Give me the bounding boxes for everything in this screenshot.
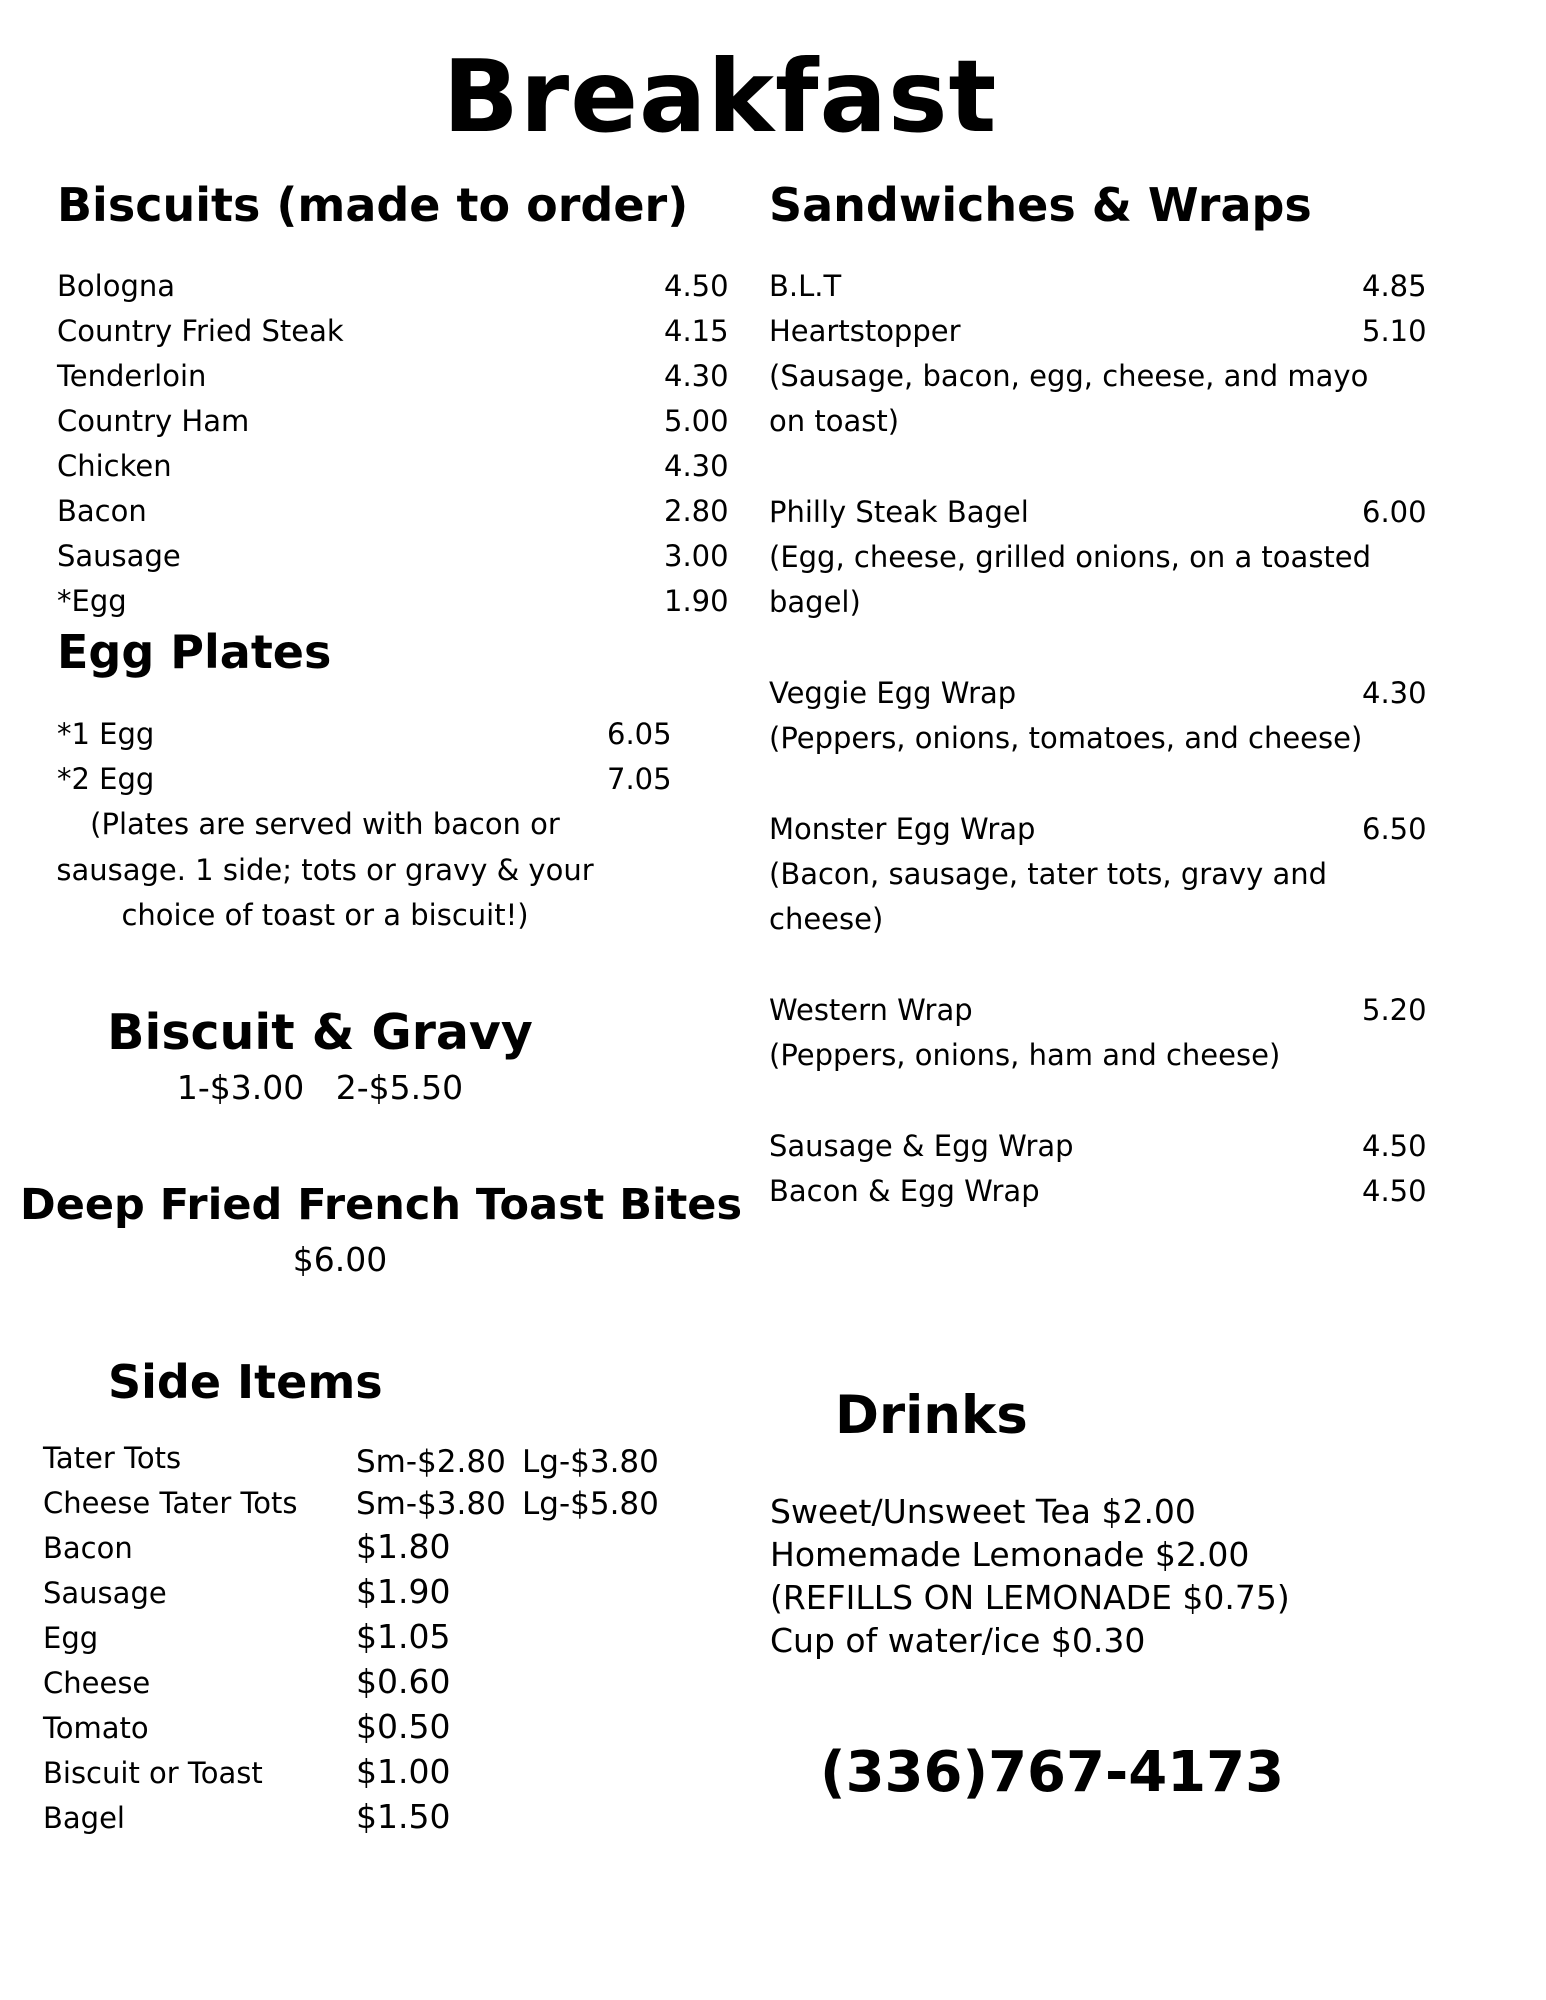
list-item-price: 7.05 [607,762,672,796]
list-item-price: 4.30 [664,449,729,483]
drink-line: Cup of water/ice $0.30 [770,1621,1146,1660]
list-item-name: Egg [43,1621,99,1655]
list-item-name: *2 Egg [57,762,155,796]
list-item-price: 2.80 [664,494,729,528]
list-item-name: Country Ham [57,404,250,438]
list-item-name: Bacon [43,1531,133,1565]
list-item-price: 6.50 [1362,812,1427,846]
list-item-name: Bagel [43,1801,125,1835]
item-description: (Peppers, onions, ham and cheese) [769,1038,1281,1072]
list-item-price: $1.90 [356,1572,451,1611]
side-items-heading: Side Items [108,1355,383,1409]
list-item-price: $1.05 [356,1617,451,1656]
list-item-price: 1.90 [664,584,729,618]
drink-line: (REFILLS ON LEMONADE $0.75) [770,1578,1290,1617]
list-item-name: B.L.T [769,269,842,303]
list-item-name: Biscuit or Toast [43,1756,263,1790]
list-item-name: Tater Tots [43,1441,182,1475]
sandwiches-heading: Sandwiches & Wraps [769,178,1312,232]
list-item-price: 4.50 [1362,1174,1427,1208]
drinks-heading: Drinks [835,1385,1028,1446]
drink-line: Homemade Lemonade $2.00 [770,1535,1250,1574]
list-item-price: 4.50 [1362,1129,1427,1163]
egg-plates-heading: Egg Plates [57,625,332,679]
list-item-name: Cheese [43,1666,151,1700]
page-title: Breakfast [442,38,998,155]
biscuit-gravy-prices: 1-$3.00 2-$5.50 [176,1068,464,1107]
list-item-price: Lg-$3.80 [522,1444,659,1480]
note-line: sausage. 1 side; tots or gravy & your [56,852,594,887]
list-item-name: Chicken [57,449,172,483]
list-item-price: 4.30 [1362,676,1427,710]
list-item-price: 5.10 [1362,314,1427,348]
list-item-price: 6.05 [607,717,672,751]
list-item-name: Western Wrap [769,993,973,1027]
list-item-price: 4.30 [664,359,729,393]
list-item-price: 5.20 [1362,993,1427,1027]
list-item-price: $0.60 [356,1662,451,1701]
list-item-name: Sausage & Egg Wrap [769,1129,1074,1163]
list-item-price: $1.00 [356,1752,451,1791]
list-item-price: Lg-$5.80 [522,1486,659,1522]
list-item-name: Philly Steak Bagel [769,495,1029,529]
phone-number: (336)767-4173 [820,1740,1285,1805]
list-item-name: Bologna [57,269,175,303]
list-item-name: Tenderloin [57,359,207,393]
item-description: (Bacon, sausage, tater tots, gravy and [769,857,1328,891]
list-item-name: Heartstopper [769,314,961,348]
list-item-price: $1.50 [356,1797,451,1836]
list-item-name: Sausage [57,539,181,573]
item-description: on toast) [769,404,900,438]
note-line: (Plates are served with bacon or [90,807,560,841]
list-item-name: Veggie Egg Wrap [769,676,1017,710]
list-item-name: Bacon [57,494,147,528]
note-line: choice of toast or a biscuit!) [121,898,529,932]
list-item-price: 4.50 [664,269,729,303]
list-item-name: *1 Egg [57,717,155,751]
list-item-name: Country Fried Steak [57,314,344,348]
item-description: (Sausage, bacon, egg, cheese, and mayo [769,359,1369,393]
list-item-name: *Egg [57,584,127,618]
list-item-price: $1.80 [356,1527,451,1566]
egg-plates-note [40,802,610,939]
list-item-price: 4.85 [1362,269,1427,303]
list-item-price: 5.00 [664,404,729,438]
item-description: (Egg, cheese, grilled onions, on a toasted [769,540,1372,574]
list-item-price: $0.50 [356,1707,451,1746]
biscuit-gravy-heading: Biscuit & Gravy [107,1004,533,1061]
list-item-price: 6.00 [1362,495,1427,529]
item-description: bagel) [769,585,861,619]
list-item-name: Bacon & Egg Wrap [769,1174,1040,1208]
list-item-name: Cheese Tater Tots [43,1486,298,1520]
french-toast-price: $6.00 [292,1240,388,1279]
item-description: (Peppers, onions, tomatoes, and cheese) [769,721,1363,755]
list-item-price: Sm-$3.80 [356,1486,506,1522]
drink-line: Sweet/Unsweet Tea $2.00 [770,1492,1196,1531]
biscuits-heading: Biscuits (made to order) [57,178,689,232]
list-item-price: 3.00 [664,539,729,573]
french-toast-heading: Deep Fried French Toast Bites [20,1180,743,1230]
item-description: cheese) [769,902,884,936]
list-item-name: Monster Egg Wrap [769,812,1036,846]
list-item-price: Sm-$2.80 [356,1444,506,1480]
list-item-name: Sausage [43,1576,167,1610]
list-item-name: Tomato [43,1711,149,1745]
list-item-price: 4.15 [664,314,729,348]
